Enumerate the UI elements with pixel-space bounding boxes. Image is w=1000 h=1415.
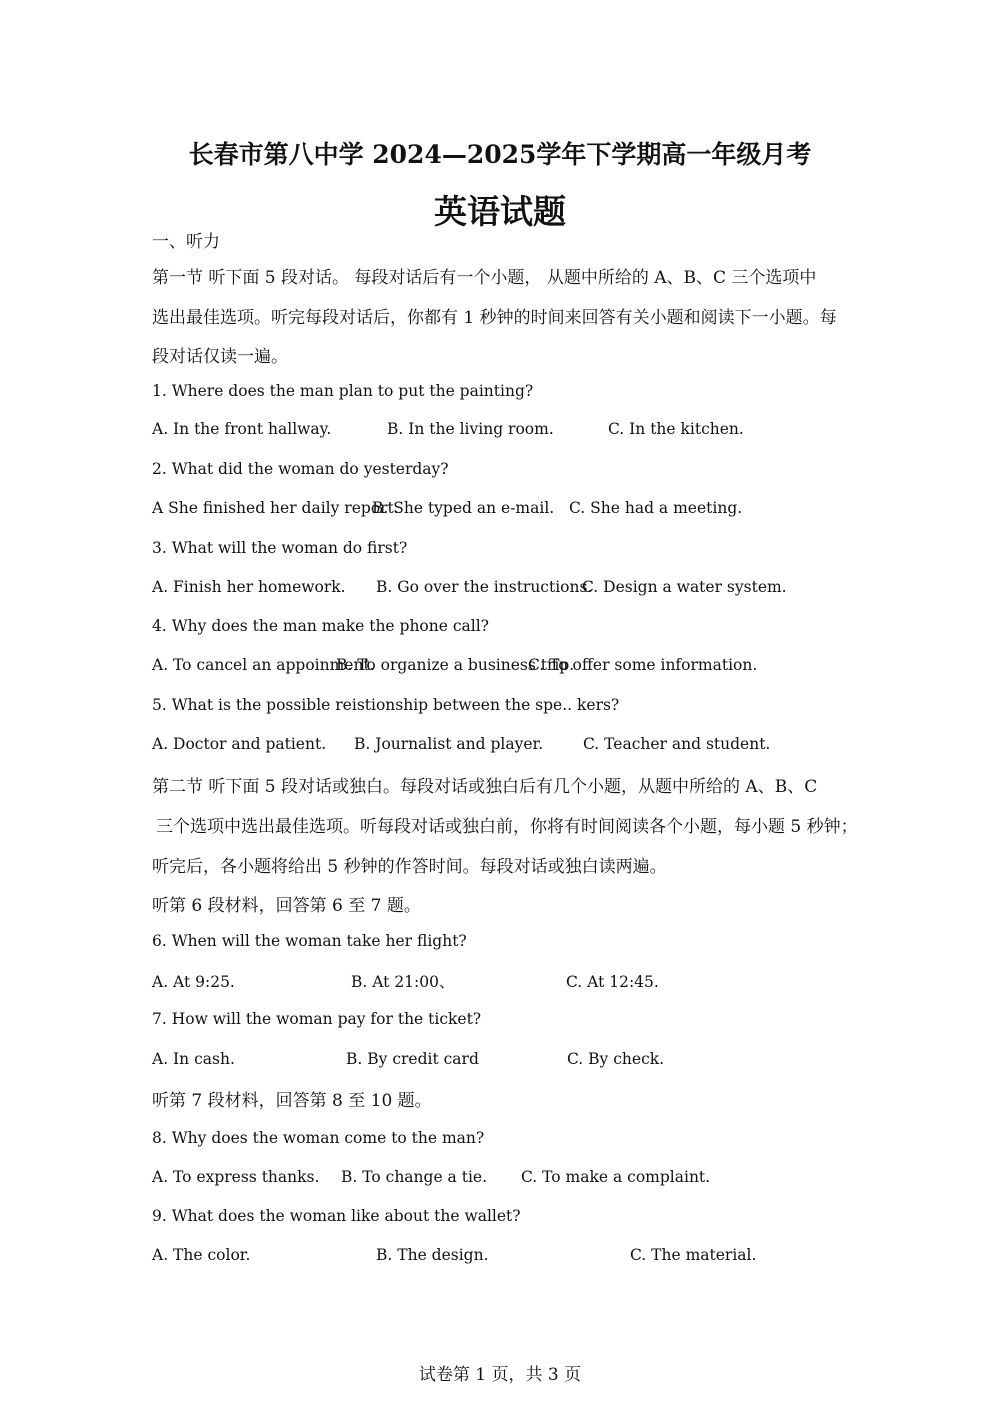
- question-text: 3. What will the woman do first?: [152, 539, 408, 557]
- option-b: B. The design.: [376, 1246, 489, 1264]
- option-a: A. To cancel an appoinment.: [152, 656, 375, 674]
- section1-intro-line: 段对话仅读一遍。: [152, 347, 288, 367]
- section1-intro-line: 选出最佳选项。听完每段对话后，你都有 1 秒钟的时间来回答有关小题和阅读下一小题。每: [152, 308, 837, 328]
- part-heading: 一、听力: [152, 232, 220, 252]
- option-c: C. She had a meeting.: [569, 499, 743, 517]
- option-a: A. In the front hallway.: [152, 420, 332, 438]
- option-b: B. To organize a business trip.: [336, 656, 575, 674]
- section2-intro-line: 三个选项中选出最佳选项。听每段对话或独白前，你将有时间阅读各个小题，每小题 5 秒钟；: [156, 817, 858, 837]
- option-c: C. Teacher and student.: [583, 735, 771, 753]
- option-a: A. Finish her homework.: [152, 578, 346, 596]
- page-footer: 试卷第 1 页，共 3 页: [418, 1365, 582, 1385]
- section1-intro-line: 第一节 听下面 5 段对话。 每段对话后有一个小题， 从题中所给的 A、B、C 三个选项中: [152, 268, 817, 288]
- question-text: 9. What does the woman like about the wallet?: [152, 1207, 521, 1225]
- option-b: B. At 21:00、: [351, 973, 455, 991]
- option-c: C. By check.: [567, 1050, 665, 1068]
- question-text: 8. Why does the woman come to the man?: [152, 1129, 485, 1147]
- option-c: C. Design a water system.: [582, 578, 787, 596]
- question-text: 6. When will the woman take her flight?: [152, 932, 467, 950]
- option-c: C. To make a complaint.: [521, 1168, 711, 1186]
- section2-intro-line: 听完后，各小题将给出 5 秒钟的作答时间。每段对话或独白读两遍。: [152, 857, 667, 877]
- option-b: B. She typed an e-mail.: [372, 499, 555, 517]
- material-heading: 听第 6 段材料，回答第 6 至 7 题。: [152, 896, 421, 916]
- question-text: 5. What is the possible reistionship between the spe.. kers?: [152, 696, 620, 714]
- material-heading: 听第 7 段材料，回答第 8 至 10 题。: [152, 1091, 432, 1111]
- option-b: B. By credit card: [346, 1050, 479, 1068]
- question-text: 1. Where does the man plan to put the painting?: [152, 382, 534, 400]
- option-a: A. At 9:25.: [152, 973, 235, 991]
- option-b: B. Journalist and player.: [354, 735, 544, 753]
- option-c: C. The material.: [630, 1246, 757, 1264]
- option-a: A. Doctor and patient.: [152, 735, 327, 753]
- option-c: C. At 12:45.: [566, 973, 659, 991]
- option-b: B. To change a tie.: [341, 1168, 488, 1186]
- option-c: C. To offer some information.: [528, 656, 758, 674]
- question-text: 2. What did the woman do yesterday?: [152, 460, 449, 478]
- option-a: A She finished her daily report.: [152, 499, 399, 517]
- option-b: B. In the living room.: [387, 420, 554, 438]
- question-text: 4. Why does the man make the phone call?: [152, 617, 489, 635]
- option-a: A. The color.: [152, 1246, 251, 1264]
- option-a: A. In cash.: [152, 1050, 235, 1068]
- option-c: C. In the kitchen.: [608, 420, 744, 438]
- question-text: 7. How will the woman pay for the ticket?: [152, 1010, 482, 1028]
- option-a: A. To express thanks.: [152, 1168, 320, 1186]
- section2-intro-line: 第二节 听下面 5 段对话或独白。每段对话或独白后有几个小题，从题中所给的 A、B、C: [152, 777, 818, 797]
- exam-title: 长春市第八中学 2024—2025学年下学期高一年级月考: [188, 140, 812, 169]
- option-b: B. Go over the instructions.: [376, 578, 593, 596]
- exam-subject: 英语试题: [434, 192, 566, 231]
